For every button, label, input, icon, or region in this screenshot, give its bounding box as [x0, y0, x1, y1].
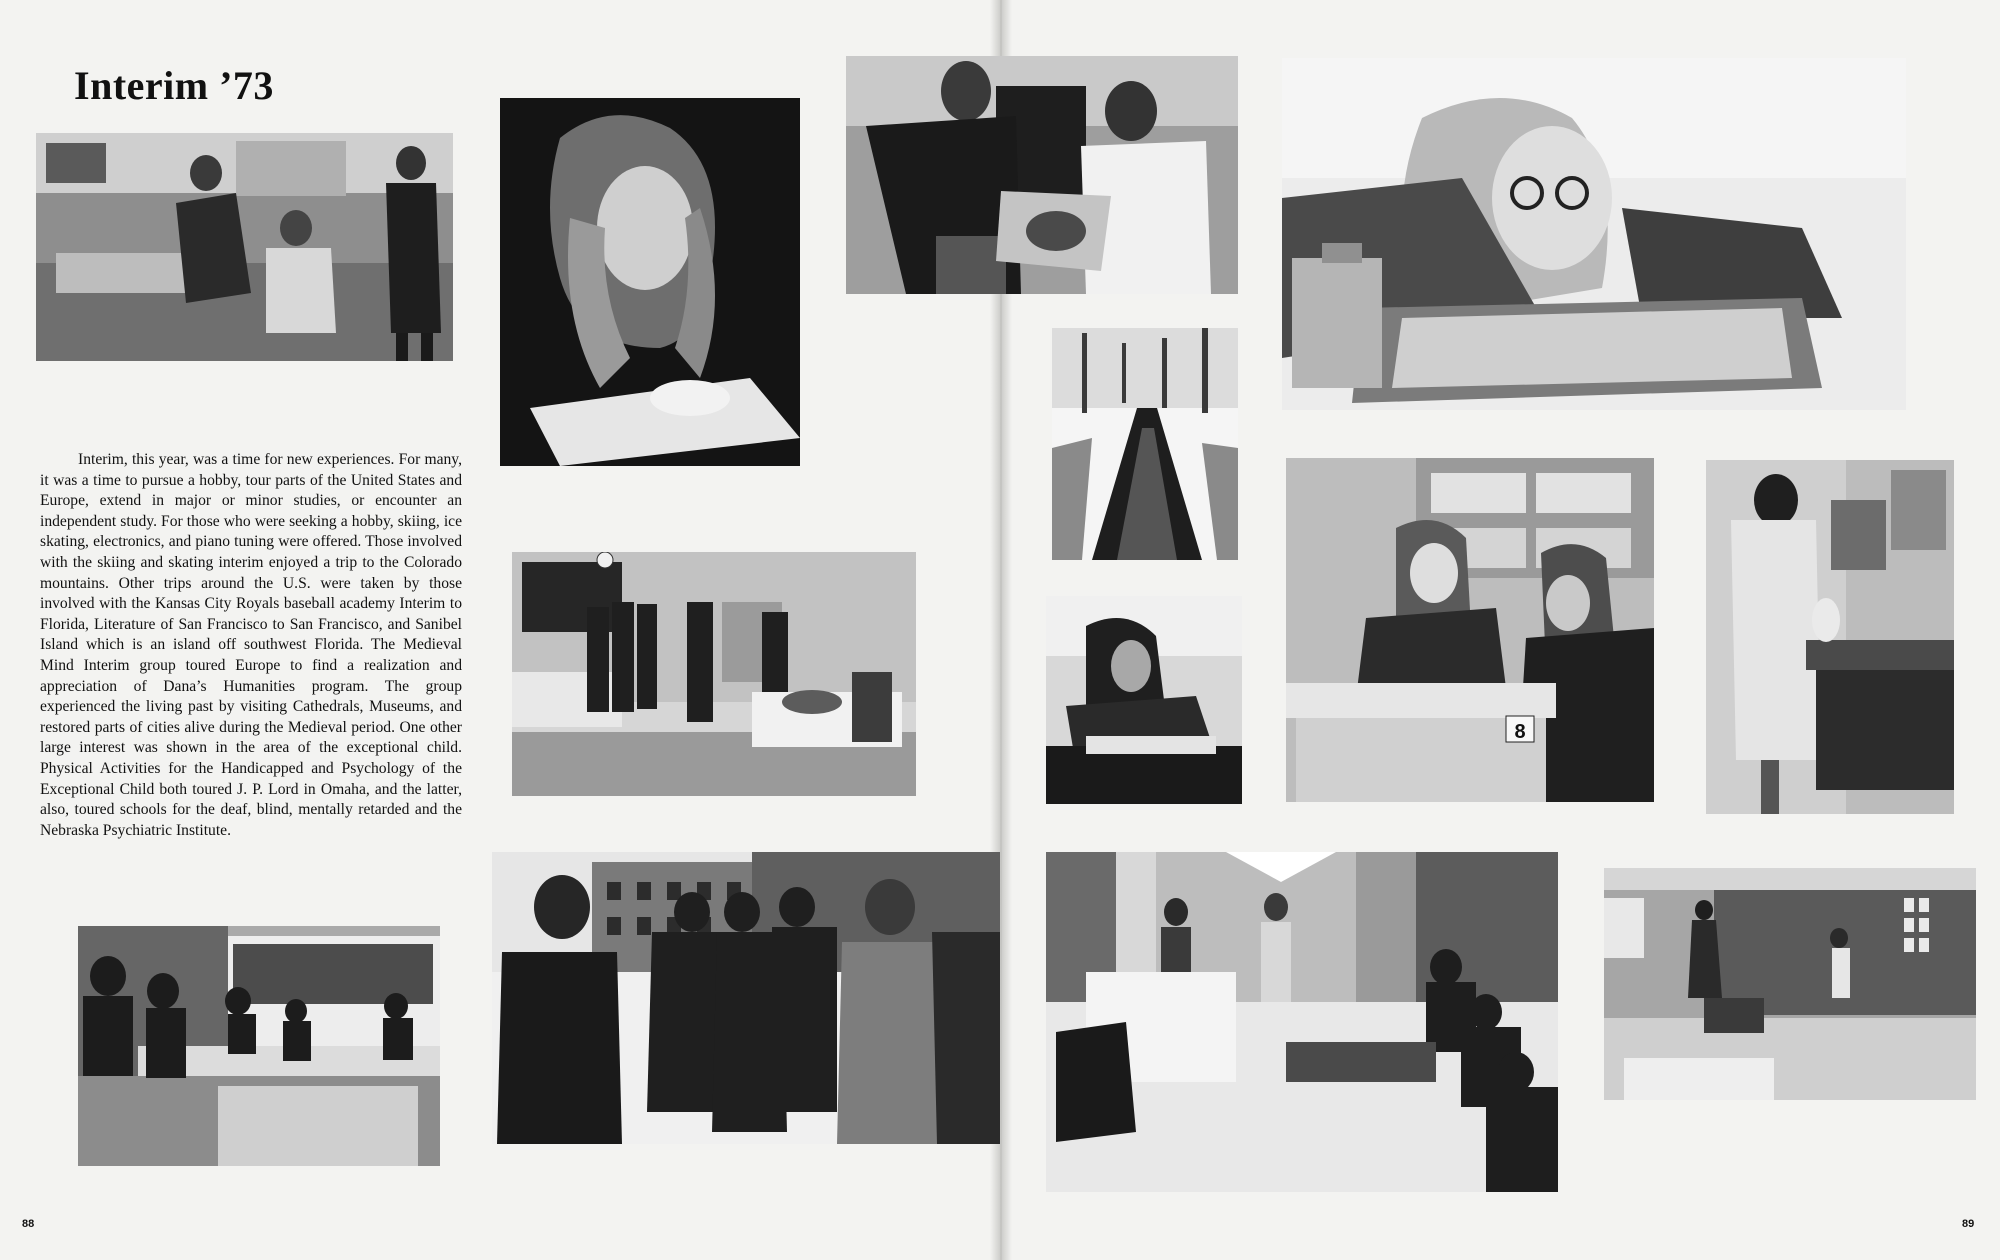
photo-woman-at-lightbox	[500, 98, 800, 466]
photo-student-bending-over-work	[1046, 596, 1242, 804]
page-title: Interim ’73	[74, 63, 274, 108]
desk-number: 8	[1514, 721, 1526, 743]
photo-classroom-group	[512, 552, 916, 796]
page-number-left: 88	[22, 1218, 35, 1230]
photo-snowy-path	[1052, 328, 1238, 560]
photo-campus-tour-group	[492, 852, 1000, 1144]
photo-seminar-table	[78, 926, 440, 1166]
photo-presentation-room	[1046, 852, 1558, 1192]
photo-teacher-with-student	[846, 56, 1238, 294]
article-body: Interim, this year, was a time for new experiences. For many, it was a time to pursue a hobby, tour parts of the United States and Europe, extend in major or minor studies, or encounter an independent study. For those who were seeking a hobby, skiing, ice skating, electronics, and piano tuning were offered. Those involved with the skiing and skating interim enjoyed a trip to the Colorado mountains. Other trips around the U.S. were taken by those involved with the Kansas City Royals baseball academy Interim to Florida, Literature of San Francisco to San Francisco, and Sanibel Island which is an island off southwest Florida. The Medieval Mind Interim group toured Europe to find a realization and appreciation of Dana’s Humanities program. The group experienced the living past by visiting Cathedrals, Museums, and restored parts of cities alive during the Medieval period. One other large interest was shown in the area of the exceptional child. Physical Activities for the Handicapped and Psychology of the Exceptional Child both toured J. P. Lord in Omaha, and the latter, also, toured schools for the deaf, blind, mentally retarded and the Nebraska Psychiatric Institute.	[40, 451, 462, 839]
photo-woman-screen-printing	[1282, 58, 1906, 410]
page-number-right: 89	[1962, 1218, 1975, 1230]
photo-students-at-desk	[1286, 458, 1654, 802]
photo-art-room-sink	[1706, 460, 1954, 814]
photo-workshop	[36, 133, 453, 361]
photo-chalkboard-classroom	[1604, 868, 1976, 1100]
